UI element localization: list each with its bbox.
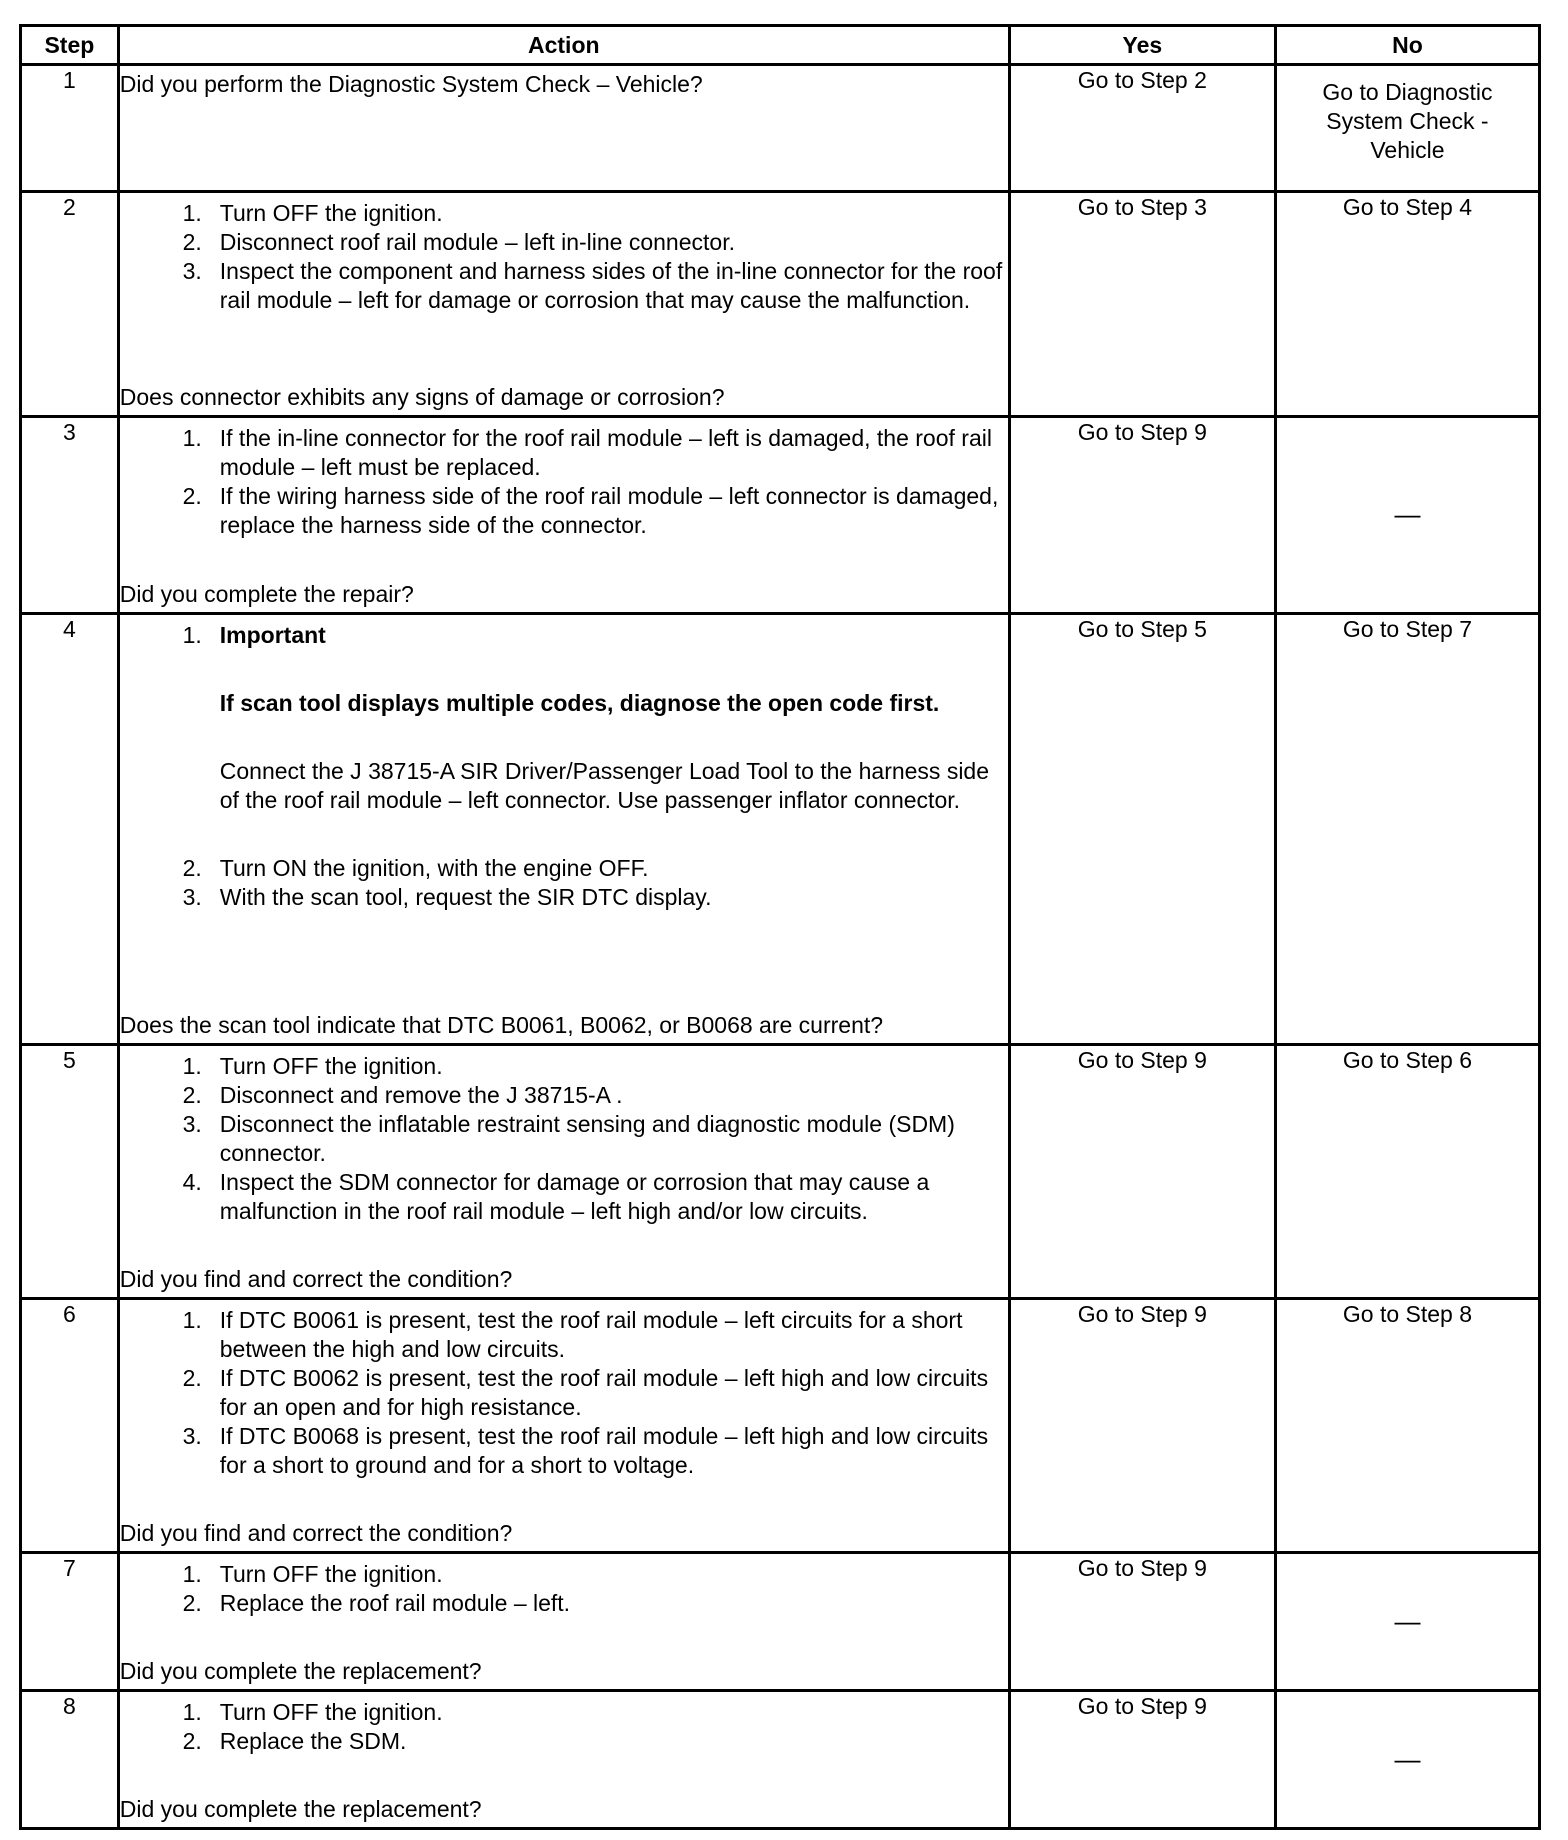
step-list	[120, 1560, 1008, 1618]
list-item: 3. With the scan tool, request the SIR DTC display.	[182, 884, 712, 910]
list-item: 2. If DTC B0062 is present, test the roof rail module – left high and low circuits for an open and for high resistance.	[182, 1365, 989, 1420]
table-row	[21, 1691, 1540, 1829]
step-number: 7	[21, 1553, 119, 1691]
yes-cell: Go to Step 9	[1009, 1045, 1275, 1299]
list-item: 2. If the wiring harness side of the roof rail module – left connector is damaged, replace the harness side of the connector.	[182, 483, 999, 538]
list-item: 2. Replace the roof rail module – left.	[182, 1590, 571, 1616]
step-list	[120, 1052, 1008, 1226]
step-number: 2	[21, 192, 119, 417]
table-row	[21, 1553, 1540, 1691]
action-cell	[118, 1045, 1009, 1299]
action-cell	[118, 192, 1009, 417]
step-number: 8	[21, 1691, 119, 1829]
question-text: Did you perform the Diagnostic System Check – Vehicle?	[119, 71, 703, 97]
question-text: Did you complete the replacement?	[119, 1796, 482, 1822]
dash-text: —	[1394, 1743, 1421, 1774]
list-item: 2. Disconnect roof rail module – left in-line connector.	[182, 229, 735, 255]
important-text: Connect the J 38715-A SIR Driver/Passenger Load Tool to the harness side of the roof rail module – left connector. Use passenger inflator connector.	[219, 758, 990, 813]
header-row	[21, 26, 1540, 65]
header-step: Step	[21, 26, 119, 65]
yes-cell: Go to Step 9	[1009, 1691, 1275, 1829]
action-cell	[118, 1553, 1009, 1691]
list-item: 1. Turn OFF the ignition.	[182, 200, 443, 226]
question-text: Does the scan tool indicate that DTC B0061, B0062, or B0068 are current?	[119, 1012, 884, 1038]
important-title: Important	[219, 622, 326, 648]
step-number: 4	[21, 614, 119, 1045]
no-cell: Go to Step 6	[1275, 1045, 1539, 1299]
action-cell	[118, 65, 1009, 192]
header-action: Action	[118, 26, 1009, 65]
no-cell: Go to Step 8	[1275, 1299, 1539, 1553]
action-cell	[118, 1299, 1009, 1553]
dash-text: —	[1394, 1605, 1421, 1636]
list-item: 1. Important If scan tool displays multiple codes, diagnose the open code first. Connect the J 38715-A SIR Driver/Passenger Load Tool to the harness side of the roof rail module – left connector. Use passenger inflator connector.	[120, 621, 1008, 815]
dash-text: —	[1394, 499, 1421, 529]
no-cell	[1275, 1553, 1539, 1691]
important-note: If scan tool displays multiple codes, diagnose the open code first.	[219, 690, 940, 716]
table-row	[21, 1045, 1540, 1299]
list-item: 4. Inspect the SDM connector for damage or corrosion that may cause a malfunction in the roof rail module – left high and/or low circuits.	[182, 1169, 930, 1224]
step-number: 3	[21, 417, 119, 614]
yes-cell: Go to Step 3	[1009, 192, 1275, 417]
action-cell	[118, 417, 1009, 614]
table-row	[21, 65, 1540, 192]
question-text: Did you find and correct the condition?	[119, 1520, 513, 1546]
list-item: 1. Turn OFF the ignition.	[182, 1699, 443, 1725]
step-number: 5	[21, 1045, 119, 1299]
list-item: 3. Inspect the component and harness sides of the in-line connector for the roof rail module – left for damage or corrosion that may cause the malfunction.	[182, 258, 1003, 313]
step-list	[120, 854, 1008, 912]
yes-cell: Go to Step 2	[1009, 65, 1275, 192]
header-yes: Yes	[1009, 26, 1275, 65]
header-no: No	[1275, 26, 1539, 65]
no-cell	[1275, 65, 1539, 192]
action-cell	[118, 614, 1009, 1045]
table-row	[21, 614, 1540, 1045]
no-cell: Go to Step 7	[1275, 614, 1539, 1045]
table-row	[21, 417, 1540, 614]
list-item: 1. Turn OFF the ignition.	[182, 1053, 443, 1079]
no-link-text: Go to Diagnostic System Check - Vehicle	[1322, 79, 1493, 163]
step-list	[120, 621, 1008, 815]
list-item: 2. Disconnect and remove the J 38715-A .	[182, 1082, 623, 1108]
yes-cell: Go to Step 9	[1009, 1553, 1275, 1691]
list-item: 3. Disconnect the inflatable restraint sensing and diagnostic module (SDM) connector.	[182, 1111, 955, 1166]
list-item: 1. Turn OFF the ignition.	[182, 1561, 443, 1587]
list-item: 3. If DTC B0068 is present, test the roof rail module – left high and low circuits for a short to ground and for a short to voltage.	[182, 1423, 989, 1478]
list-item: 2. Replace the SDM.	[182, 1728, 407, 1754]
yes-cell: Go to Step 9	[1009, 417, 1275, 614]
question-text: Did you find and correct the condition?	[119, 1266, 513, 1292]
list-item: 1. If DTC B0061 is present, test the roof rail module – left circuits for a short between the high and low circuits.	[182, 1307, 963, 1362]
table-row	[21, 1299, 1540, 1553]
step-list	[120, 199, 1008, 315]
list-item: 2. Turn ON the ignition, with the engine OFF.	[182, 855, 649, 881]
step-list	[120, 1306, 1008, 1480]
yes-cell: Go to Step 5	[1009, 614, 1275, 1045]
table-row	[21, 192, 1540, 417]
question-text: Did you complete the repair?	[119, 581, 414, 607]
no-cell: Go to Step 4	[1275, 192, 1539, 417]
step-list	[120, 424, 1008, 540]
question-text: Did you complete the replacement?	[119, 1658, 482, 1684]
question-text: Does connector exhibits any signs of damage or corrosion?	[119, 384, 725, 410]
diagnostic-table	[19, 24, 1541, 1830]
yes-cell: Go to Step 9	[1009, 1299, 1275, 1553]
step-number: 1	[21, 65, 119, 192]
action-cell	[118, 1691, 1009, 1829]
step-number: 6	[21, 1299, 119, 1553]
no-cell	[1275, 417, 1539, 614]
list-item: 1. If the in-line connector for the roof rail module – left is damaged, the roof rail module – left must be replaced.	[182, 425, 992, 480]
no-cell	[1275, 1691, 1539, 1829]
step-list	[120, 1698, 1008, 1756]
